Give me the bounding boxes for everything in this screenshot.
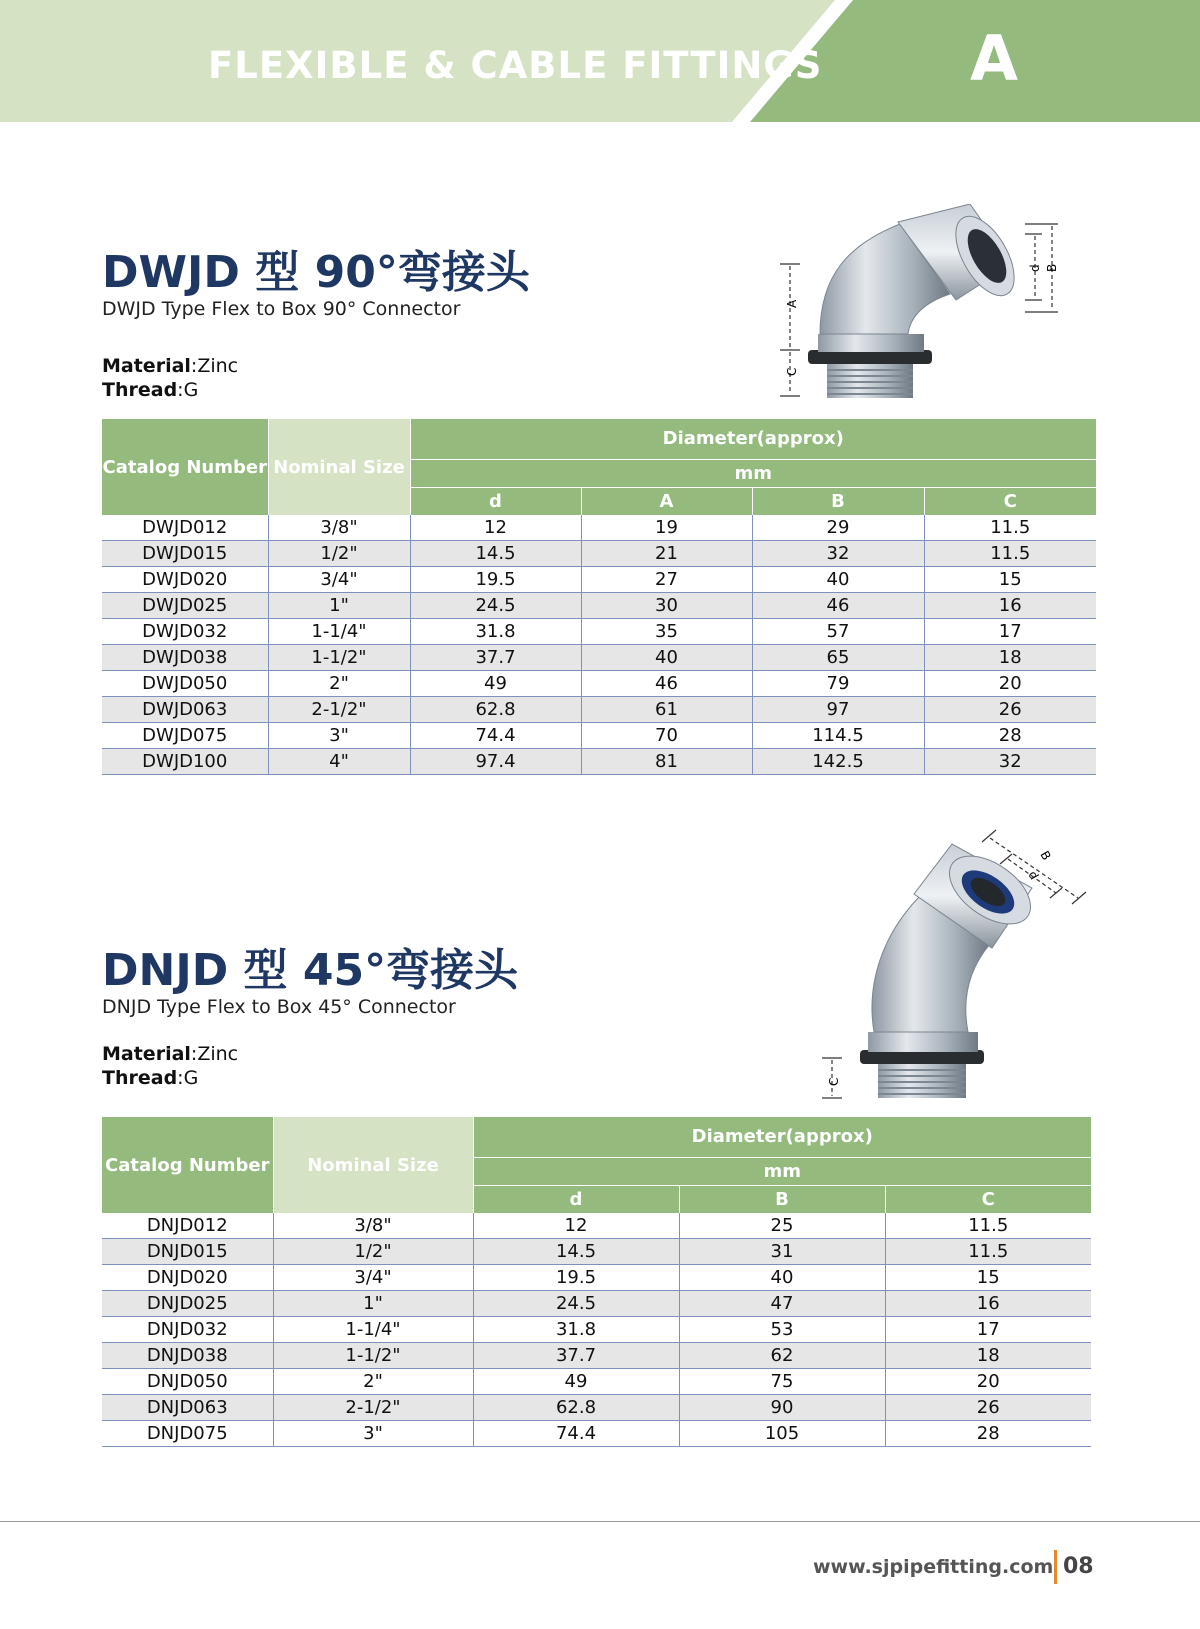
table-cell: 24.5 bbox=[473, 1291, 679, 1317]
table-cell: 19 bbox=[581, 515, 752, 541]
table-cell: 1-1/4" bbox=[268, 619, 410, 645]
header-diameter: Diameter(approx) bbox=[473, 1117, 1091, 1157]
table-row bbox=[102, 567, 1096, 593]
table-cell: DNJD015 bbox=[102, 1239, 273, 1265]
footer-separator bbox=[1054, 1550, 1057, 1584]
dim-label-b: B bbox=[1037, 848, 1054, 863]
table-cell: 40 bbox=[679, 1265, 885, 1291]
table-cell: DNJD012 bbox=[102, 1213, 273, 1239]
table-cell: 49 bbox=[410, 671, 581, 697]
table-cell: 53 bbox=[679, 1317, 885, 1343]
table-cell: 26 bbox=[924, 697, 1096, 723]
table-cell: 62.8 bbox=[410, 697, 581, 723]
table-row bbox=[102, 541, 1096, 567]
table-cell: DWJD012 bbox=[102, 515, 268, 541]
dwjd-table-body bbox=[102, 515, 1096, 775]
table-row bbox=[102, 1343, 1091, 1369]
table-cell: 62 bbox=[679, 1343, 885, 1369]
table-cell: DWJD100 bbox=[102, 749, 268, 775]
section-title: DWJD 型 90°弯接头 bbox=[102, 247, 530, 298]
table-cell: 12 bbox=[473, 1213, 679, 1239]
header-col-c: C bbox=[924, 487, 1096, 515]
banner-title: FLEXIBLE & CABLE FITTINGS bbox=[208, 44, 823, 87]
section-letter: A bbox=[970, 22, 1018, 95]
table-cell: 37.7 bbox=[410, 645, 581, 671]
table-cell: 70 bbox=[581, 723, 752, 749]
table-cell: 97.4 bbox=[410, 749, 581, 775]
header-col-b: B bbox=[752, 487, 924, 515]
header-col-c: C bbox=[885, 1185, 1091, 1213]
table-cell: 14.5 bbox=[473, 1239, 679, 1265]
table-cell: 40 bbox=[581, 645, 752, 671]
dnjd-table bbox=[102, 1117, 1091, 1447]
table-cell: 3/4" bbox=[268, 567, 410, 593]
table-cell: DWJD075 bbox=[102, 723, 268, 749]
table-cell: 3/8" bbox=[268, 515, 410, 541]
table-row bbox=[102, 593, 1096, 619]
table-row bbox=[102, 1395, 1091, 1421]
table-row bbox=[102, 697, 1096, 723]
table-cell: 19.5 bbox=[410, 567, 581, 593]
dwjd-table bbox=[102, 419, 1096, 775]
table-cell: 114.5 bbox=[752, 723, 924, 749]
table-cell: DWJD032 bbox=[102, 619, 268, 645]
header-nominal: Nominal Size bbox=[268, 419, 410, 515]
table-cell: DNJD038 bbox=[102, 1343, 273, 1369]
table-cell: 79 bbox=[752, 671, 924, 697]
material-label: Material bbox=[102, 355, 191, 377]
table-row bbox=[102, 515, 1096, 541]
table-cell: 14.5 bbox=[410, 541, 581, 567]
table-cell: 97 bbox=[752, 697, 924, 723]
thread-value: :G bbox=[177, 379, 199, 401]
table-cell: DWJD063 bbox=[102, 697, 268, 723]
table-cell: 30 bbox=[581, 593, 752, 619]
table-row bbox=[102, 645, 1096, 671]
table-row bbox=[102, 1317, 1091, 1343]
table-cell: 74.4 bbox=[410, 723, 581, 749]
table-cell: 3/4" bbox=[273, 1265, 473, 1291]
table-cell: 1" bbox=[268, 593, 410, 619]
table-cell: DNJD050 bbox=[102, 1369, 273, 1395]
table-cell: 24.5 bbox=[410, 593, 581, 619]
table-cell: DNJD075 bbox=[102, 1421, 273, 1447]
table-cell: 11.5 bbox=[924, 515, 1096, 541]
table-cell: 11.5 bbox=[885, 1239, 1091, 1265]
table-cell: 46 bbox=[752, 593, 924, 619]
table-cell: 142.5 bbox=[752, 749, 924, 775]
table-cell: 47 bbox=[679, 1291, 885, 1317]
table-cell: 37.7 bbox=[473, 1343, 679, 1369]
table-cell: 11.5 bbox=[885, 1213, 1091, 1239]
table-cell: 1-1/2" bbox=[273, 1343, 473, 1369]
material-line bbox=[102, 1042, 238, 1066]
material-value: :Zinc bbox=[190, 355, 239, 377]
table-cell: 20 bbox=[885, 1369, 1091, 1395]
table-cell: 20 bbox=[924, 671, 1096, 697]
table-cell: 46 bbox=[581, 671, 752, 697]
table-cell: 2" bbox=[268, 671, 410, 697]
table-cell: DWJD015 bbox=[102, 541, 268, 567]
thread-label: Thread bbox=[102, 379, 178, 401]
table-cell: 81 bbox=[581, 749, 752, 775]
table-cell: 40 bbox=[752, 567, 924, 593]
table-cell: 3/8" bbox=[273, 1213, 473, 1239]
table-row bbox=[102, 1369, 1091, 1395]
table-cell: 62.8 bbox=[473, 1395, 679, 1421]
thread-value: :G bbox=[177, 1067, 199, 1089]
table-cell: 18 bbox=[885, 1343, 1091, 1369]
table-cell: DNJD063 bbox=[102, 1395, 273, 1421]
header-diameter: Diameter(approx) bbox=[410, 419, 1096, 459]
table-cell: 21 bbox=[581, 541, 752, 567]
table-cell: 19.5 bbox=[473, 1265, 679, 1291]
table-row bbox=[102, 1421, 1091, 1447]
table-cell: 17 bbox=[924, 619, 1096, 645]
footer-url[interactable]: www.sjpipefitting.com bbox=[813, 1556, 1054, 1578]
dim-label-b: B bbox=[1045, 263, 1059, 272]
elbow-45-image bbox=[822, 824, 1102, 1106]
header-catalog: Catalog Number bbox=[102, 419, 268, 515]
header-nominal: Nominal Size bbox=[273, 1117, 473, 1213]
table-cell: 18 bbox=[924, 645, 1096, 671]
material-label: Material bbox=[102, 1043, 191, 1065]
table-cell: 2-1/2" bbox=[268, 697, 410, 723]
table-cell: 1/2" bbox=[268, 541, 410, 567]
table-cell: 15 bbox=[885, 1265, 1091, 1291]
spec-block bbox=[102, 1042, 238, 1090]
table-cell: DWJD038 bbox=[102, 645, 268, 671]
header-col-a: A bbox=[581, 487, 752, 515]
table-cell: 2-1/2" bbox=[273, 1395, 473, 1421]
table-cell: 15 bbox=[924, 567, 1096, 593]
table-cell: 1/2" bbox=[273, 1239, 473, 1265]
table-cell: 3" bbox=[273, 1421, 473, 1447]
table-cell: 31.8 bbox=[410, 619, 581, 645]
spec-block bbox=[102, 354, 238, 402]
dim-label-d: d bbox=[1025, 868, 1042, 883]
table-cell: 28 bbox=[885, 1421, 1091, 1447]
section-subtitle: DNJD Type Flex to Box 45° Connector bbox=[102, 996, 456, 1018]
page-number: 08 bbox=[1063, 1554, 1094, 1579]
table-cell: 32 bbox=[752, 541, 924, 567]
header-banner bbox=[0, 0, 1200, 122]
table-cell: 105 bbox=[679, 1421, 885, 1447]
table-cell: 17 bbox=[885, 1317, 1091, 1343]
table-cell: DWJD050 bbox=[102, 671, 268, 697]
table-cell: 1-1/2" bbox=[268, 645, 410, 671]
material-value: :Zinc bbox=[190, 1043, 239, 1065]
table-cell: 65 bbox=[752, 645, 924, 671]
dim-label-d: d bbox=[1028, 264, 1042, 272]
header-catalog: Catalog Number bbox=[102, 1117, 273, 1213]
table-cell: DNJD025 bbox=[102, 1291, 273, 1317]
table-row bbox=[102, 1239, 1091, 1265]
table-cell: 32 bbox=[924, 749, 1096, 775]
table-cell: 16 bbox=[885, 1291, 1091, 1317]
thread-label: Thread bbox=[102, 1067, 178, 1089]
dim-label-a: A bbox=[785, 299, 799, 308]
table-cell: 25 bbox=[679, 1213, 885, 1239]
table-cell: 61 bbox=[581, 697, 752, 723]
material-line bbox=[102, 354, 238, 378]
table-row bbox=[102, 1291, 1091, 1317]
table-cell: 57 bbox=[752, 619, 924, 645]
thread-line bbox=[102, 1066, 238, 1090]
dim-label-c: C bbox=[827, 1077, 841, 1086]
header-unit: mm bbox=[473, 1157, 1091, 1185]
table-cell: 2" bbox=[273, 1369, 473, 1395]
table-row bbox=[102, 619, 1096, 645]
table-row bbox=[102, 1213, 1091, 1239]
table-cell: 12 bbox=[410, 515, 581, 541]
elbow-90-image bbox=[780, 204, 1110, 414]
table-cell: 28 bbox=[924, 723, 1096, 749]
table-cell: 35 bbox=[581, 619, 752, 645]
table-cell: 1-1/4" bbox=[273, 1317, 473, 1343]
table-cell: 74.4 bbox=[473, 1421, 679, 1447]
table-row bbox=[102, 723, 1096, 749]
header-col-b: B bbox=[679, 1185, 885, 1213]
table-cell: 31.8 bbox=[473, 1317, 679, 1343]
table-cell: DWJD025 bbox=[102, 593, 268, 619]
table-cell: 1" bbox=[273, 1291, 473, 1317]
table-cell: 3" bbox=[268, 723, 410, 749]
table-cell: DWJD020 bbox=[102, 567, 268, 593]
section-title: DNJD 型 45°弯接头 bbox=[102, 945, 519, 996]
table-row bbox=[102, 1265, 1091, 1291]
table-cell: 49 bbox=[473, 1369, 679, 1395]
table-cell: 75 bbox=[679, 1369, 885, 1395]
dim-label-c: C bbox=[785, 367, 799, 376]
table-cell: 4" bbox=[268, 749, 410, 775]
dnjd-table-body bbox=[102, 1213, 1091, 1447]
table-row bbox=[102, 749, 1096, 775]
header-col-d: d bbox=[410, 487, 581, 515]
table-cell: 29 bbox=[752, 515, 924, 541]
table-cell: 11.5 bbox=[924, 541, 1096, 567]
header-col-d: d bbox=[473, 1185, 679, 1213]
section-subtitle: DWJD Type Flex to Box 90° Connector bbox=[102, 298, 461, 320]
footer-divider bbox=[0, 1521, 1200, 1522]
table-cell: 31 bbox=[679, 1239, 885, 1265]
table-cell: 90 bbox=[679, 1395, 885, 1421]
table-cell: 27 bbox=[581, 567, 752, 593]
table-row bbox=[102, 671, 1096, 697]
table-cell: 16 bbox=[924, 593, 1096, 619]
thread-line bbox=[102, 378, 238, 402]
table-cell: DNJD032 bbox=[102, 1317, 273, 1343]
header-unit: mm bbox=[410, 459, 1096, 487]
table-cell: 26 bbox=[885, 1395, 1091, 1421]
table-cell: DNJD020 bbox=[102, 1265, 273, 1291]
